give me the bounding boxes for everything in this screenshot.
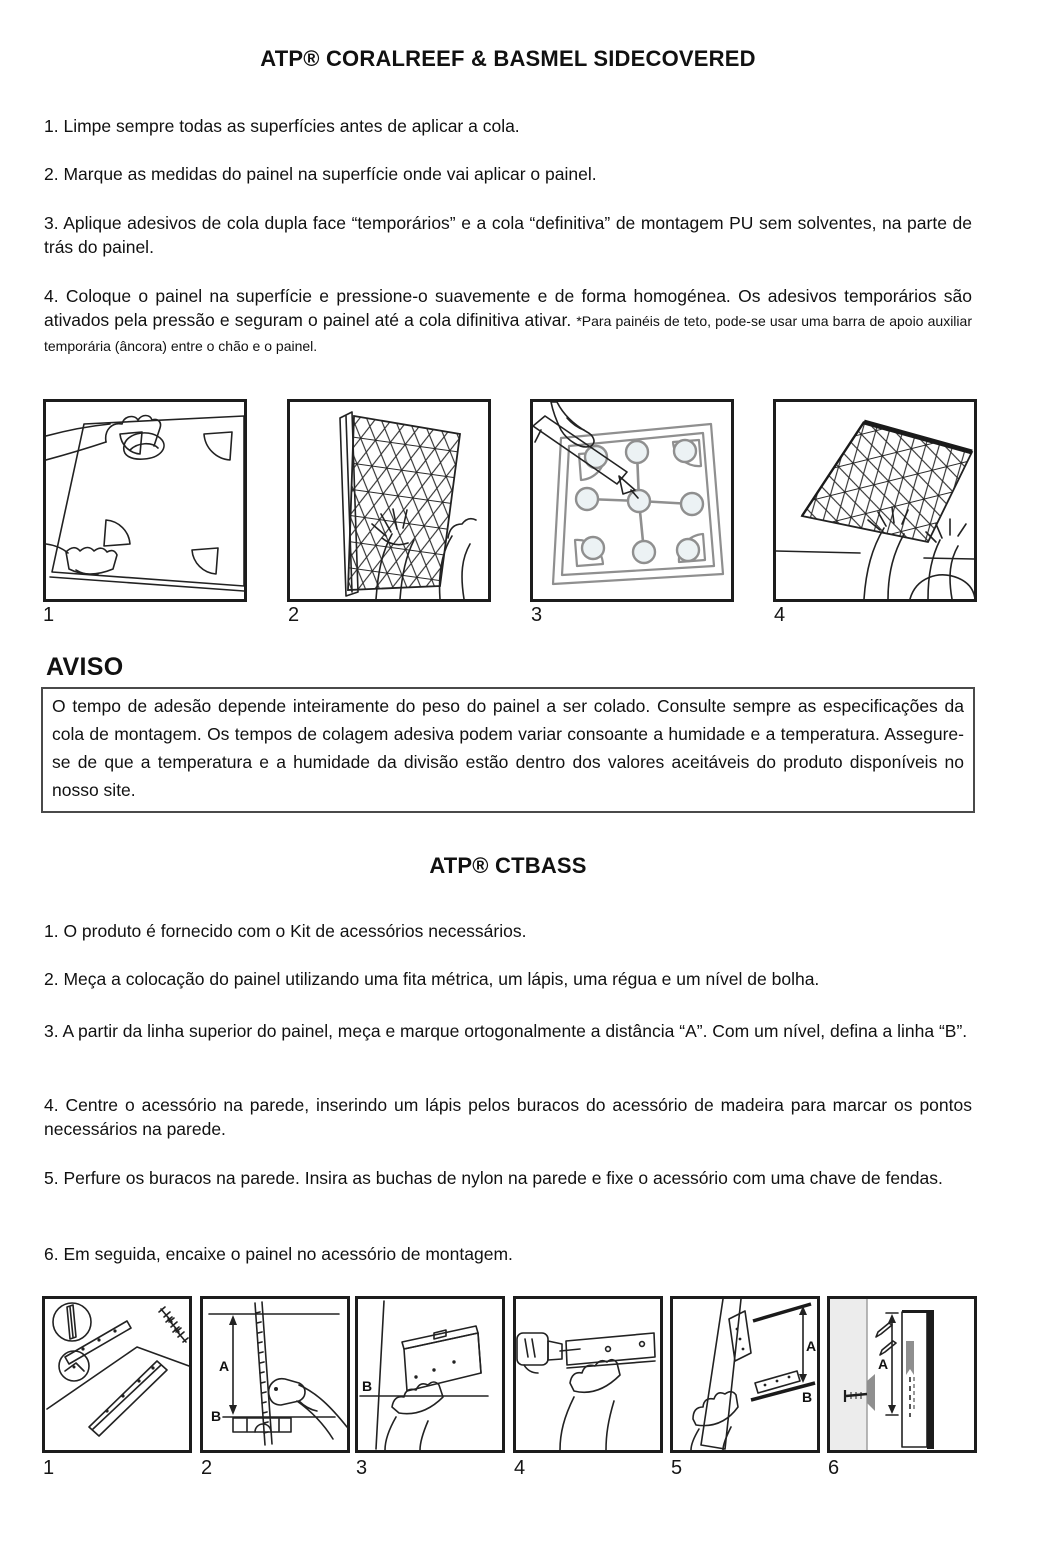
figure-number: 1 <box>43 1457 55 1479</box>
wall-section <box>830 1299 867 1450</box>
holding-hand <box>560 1360 620 1450</box>
figure-glue-application <box>530 399 734 602</box>
section2-step-2: 2. Meça a colocação do painel utilizando uma fita métrica, um lápis, uma régua e um nível de bolha. <box>44 969 820 989</box>
figure-press-panel <box>773 399 977 602</box>
head-arc <box>910 575 974 599</box>
figure-position-accessory <box>355 1296 505 1453</box>
section2-title: ATP® CTBASS <box>429 853 587 878</box>
figure-clean-surface <box>43 399 247 602</box>
figure-panel-section <box>827 1296 977 1453</box>
section1-title: ATP® CORALREEF & BASMEL SIDECOVERED <box>260 46 756 71</box>
press-panel-illustration <box>776 402 974 599</box>
figure-number: 2 <box>288 604 300 626</box>
warning-box <box>41 687 975 813</box>
figure-number: 5 <box>671 1457 683 1479</box>
section2-step-5: 5. Perfure os buracos na parede. Insira as buchas de nylon na parede e fixe o acessório com uma chave de fendas. <box>44 1168 943 1188</box>
label-b: B <box>802 1389 813 1405</box>
label-a: A <box>806 1338 817 1354</box>
label-b: B <box>362 1378 373 1394</box>
panel-section-illustration <box>830 1299 974 1450</box>
panel-outline <box>50 416 244 591</box>
faceted-panel <box>348 416 460 590</box>
magnifier-profile <box>53 1303 91 1341</box>
glue-application-illustration <box>533 402 731 599</box>
clean-surface-illustration <box>46 402 244 599</box>
figure-accessory-kit <box>42 1296 192 1453</box>
section2-step-6: 6. Em seguida, encaixe o painel no acessório de montagem. <box>44 1244 513 1264</box>
figure-number: 3 <box>356 1457 368 1479</box>
section2-step-1: 1. O produto é fornecido com o Kit de acessórios necessários. <box>44 921 527 941</box>
figure-number: 6 <box>828 1457 840 1479</box>
figure-drill-accessory <box>513 1296 663 1453</box>
label-a: A <box>878 1356 889 1372</box>
section1-step-4 <box>44 284 972 358</box>
figure-number: 4 <box>514 1457 526 1479</box>
hang-panel-illustration <box>673 1299 817 1450</box>
magnifier-corner <box>59 1351 89 1381</box>
figure-number: 3 <box>531 604 543 626</box>
figure-hang-panel <box>670 1296 820 1453</box>
drill-accessory-illustration <box>516 1299 660 1450</box>
figure-panel-back <box>287 399 491 602</box>
holding-hand <box>269 1379 347 1439</box>
label-a: A <box>219 1358 230 1374</box>
warning-text: O tempo de adesão depende inteiramente do peso do painel a ser colado. Consulte sempre as especificações da cola de montagem. Os tempos de colagem adesiva podem variar consoante a humidade e a temperatura. Assegure-se de que a temperatura e a humidade da divisão estão dentro dos valores aceitáveis do produto disponíveis no nosso site. <box>52 696 964 800</box>
distance-arrow <box>229 1315 237 1415</box>
mounting-rail <box>566 1333 655 1368</box>
panel-section <box>902 1310 934 1449</box>
screws <box>159 1307 188 1342</box>
accessory-kit-illustration <box>45 1299 189 1450</box>
wall-line <box>776 551 974 559</box>
mounting-rail <box>402 1326 481 1391</box>
section2-step-3: 3. A partir da linha superior do painel, meça e marque ortogonalmente a distância “A”. Com um nível, defina a linha “B”. <box>44 1021 968 1041</box>
wall-corner-line <box>376 1301 384 1449</box>
panel-rail-section <box>906 1341 914 1417</box>
figure-measure-distance <box>200 1296 350 1453</box>
warning-title: AVISO <box>46 653 124 681</box>
label-b: B <box>211 1408 222 1424</box>
section1-step-1: 1. Limpe sempre todas as superfícies antes de aplicar a cola. <box>44 116 520 136</box>
glue-dots <box>576 440 703 563</box>
corner-marks <box>104 432 232 574</box>
section2-step-4: 4. Centre o acessório na parede, inserindo um lápis pelos buracos do acessório de madeira para marcar os pontos necessários na parede. <box>44 1095 972 1139</box>
panel-edge <box>701 1299 741 1449</box>
pencil-icons <box>876 1323 896 1355</box>
position-accessory-illustration <box>358 1299 502 1450</box>
measure-distance-illustration <box>203 1299 347 1450</box>
section1-step-2: 2. Marque as medidas do painel na superfície onde vai aplicar o painel. <box>44 164 597 184</box>
spirit-level <box>233 1418 291 1432</box>
section1-step-4-text: 4. Coloque o painel na superfície e pressione-o suavemente e de forma homogénea. Os adesivos temporários são ativados pela pressão e seguram o painel até a cola difinitiva ativar. <box>44 286 972 330</box>
section1-step-3: 3. Aplique adesivos de cola dupla face “temporários” e a cola “definitiva” de montagem PU sem solventes, na parte de trás do painel. <box>44 213 972 257</box>
figure-number: 1 <box>43 604 55 626</box>
faceted-panel <box>802 422 972 542</box>
holding-hand <box>385 1382 443 1450</box>
panel-rail <box>729 1311 751 1361</box>
figure-number: 2 <box>201 1457 213 1479</box>
panel-back-illustration <box>290 402 488 599</box>
section1-step-4-note: *Para painéis de teto, pode-se usar uma barra de apoio auxiliar temporária (âncora) entre o chão e o painel. <box>44 313 972 354</box>
figure-number: 4 <box>774 604 786 626</box>
